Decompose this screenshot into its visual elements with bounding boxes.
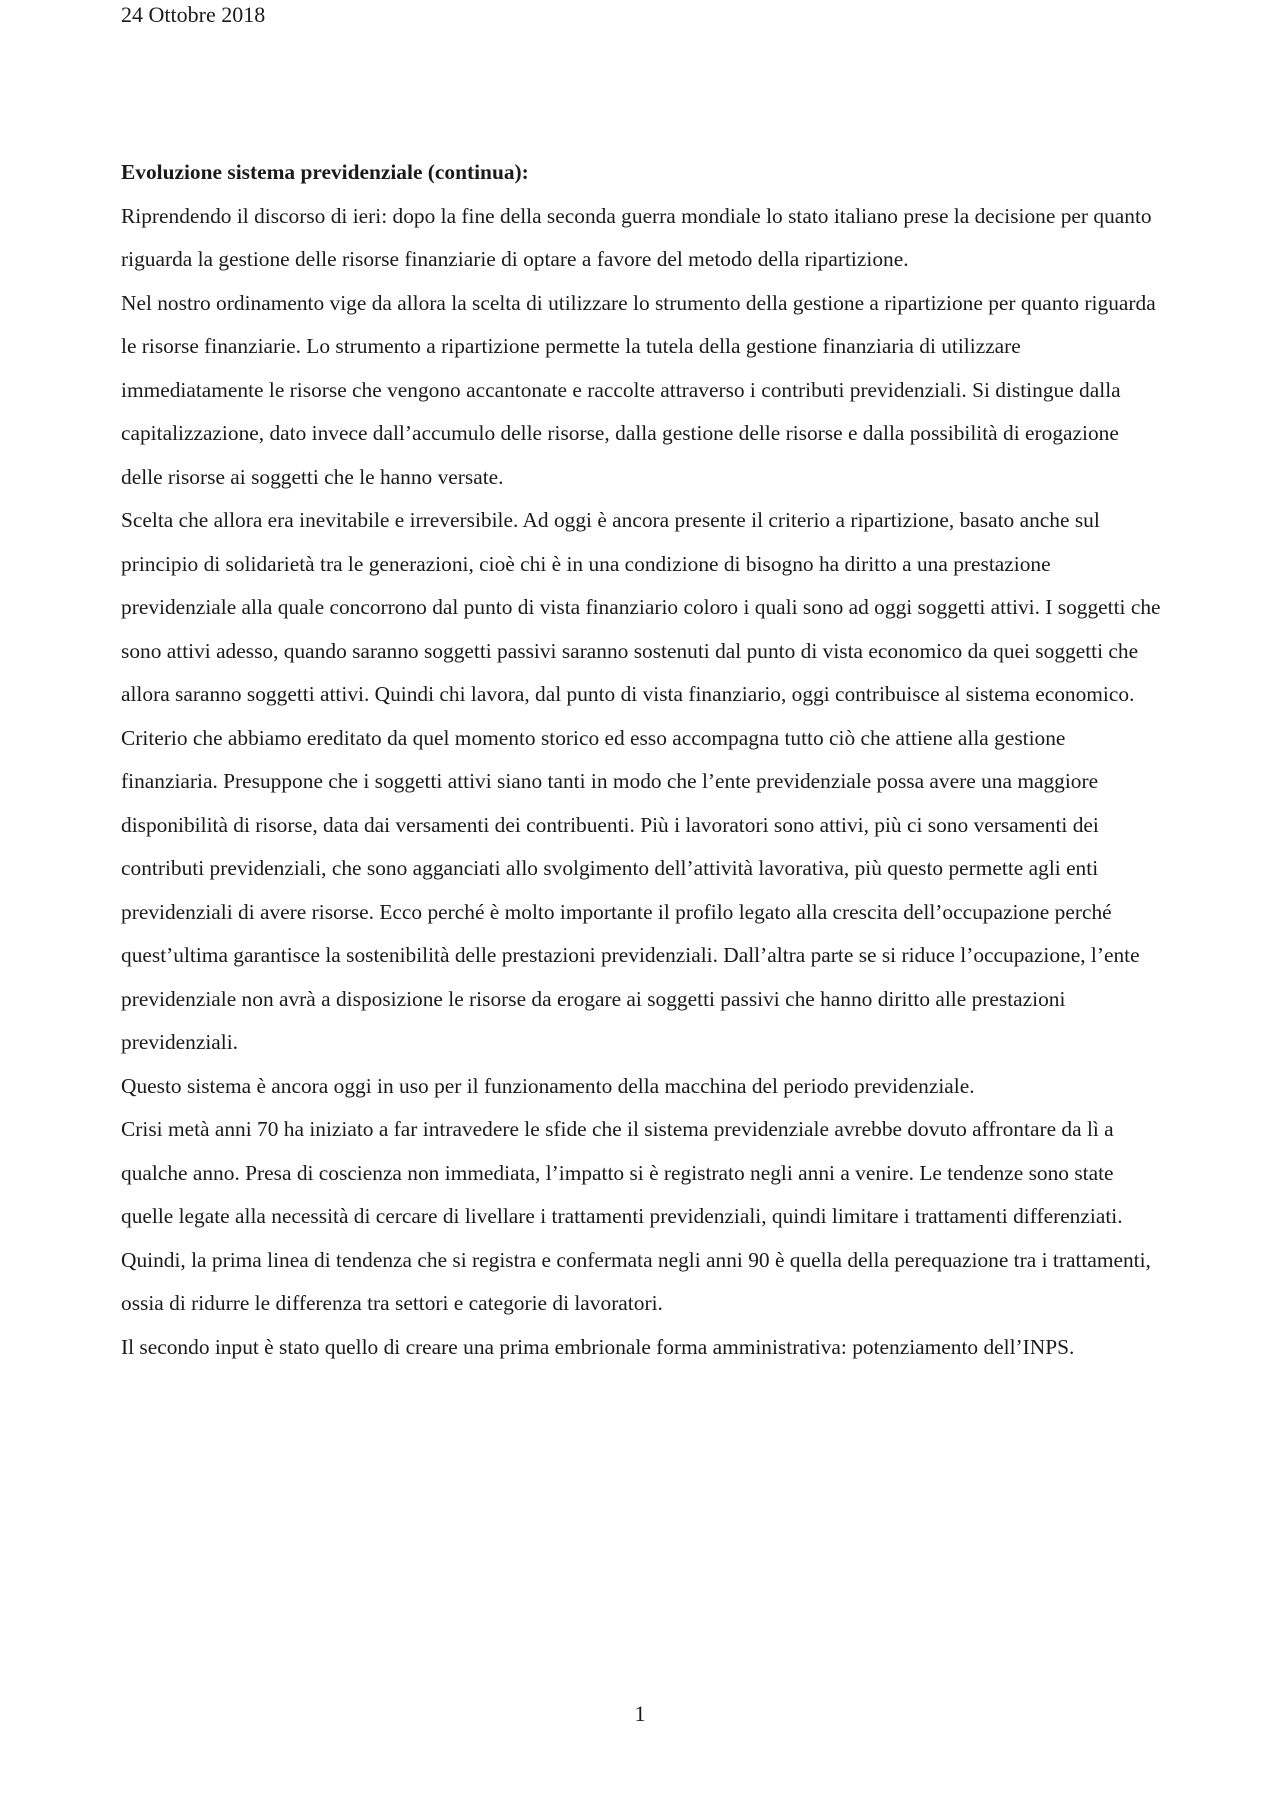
paragraph: Criterio che abbiamo ereditato da quel momento storico ed esso accompagna tutto ciò che attiene alla gestione finanziaria. Presuppone che i soggetti attivi siano tanti in modo che l’ente previdenziale possa avere una maggiore disponibilità di risorse, data dai versamenti dei contribuenti. Più i lavoratori sono attivi, più ci sono versamenti dei contributi previdenziali, che sono agganciati allo svolgimento dell’attività lavorativa, più questo permette agli enti previdenziali di avere risorse. Ecco perché è molto importante il profilo legato alla crescita dell’occupazione perché quest’ultima garantisce la sostenibilità delle prestazioni previdenziali. Dall’altra parte se si riduce l’occupazione, l’ente previdenziale non avrà a disposizione le risorse da erogare ai soggetti passivi che hanno diritto alle prestazioni previdenziali. <box>121 725 1140 1054</box>
paragraph: Il secondo input è stato quello di creare una prima embrionale forma amministrativa: potenziamento dell’INPS. <box>121 1334 1075 1359</box>
paragraph: Nel nostro ordinamento vige da allora la scelta di utilizzare lo strumento della gestione a ripartizione per quanto riguarda le risorse finanziarie. Lo strumento a ripartizione permette la tutela della gestione finanziaria di utilizzare immediatamente le risorse che vengono accantonate e raccolte attraverso i contributi previdenziali. Si distingue dalla capitalizzazione, dato invece dall’accumulo delle risorse, dalla gestione delle risorse e dalla possibilità di erogazione delle risorse ai soggetti che le hanno versate. <box>121 290 1156 489</box>
section-title: Evoluzione sistema previdenziale (continua): <box>121 160 529 184</box>
document-body <box>121 151 1161 1369</box>
page-number: 1 <box>634 1701 646 1726</box>
paragraph: Scelta che allora era inevitabile e irreversibile. Ad oggi è ancora presente il criterio a ripartizione, basato anche sul principio di solidarietà tra le generazioni, cioè chi è in una condizione di bisogno ha diritto a una prestazione previdenziale alla quale concorrono dal punto di vista finanziario coloro i quali sono ad oggi soggetti attivi. I soggetti che sono attivi adesso, quando saranno soggetti passivi saranno sostenuti dal punto di vista economico da quei soggetti che allora saranno soggetti attivi. Quindi chi lavora, dal punto di vista finanziario, oggi contribuisce al sistema economico. <box>121 508 1161 706</box>
paragraph: Quindi, la prima linea di tendenza che si registra e confermata negli anni 90 è quella della perequazione tra i trattamenti, ossia di ridurre le differenza tra settori e categorie di lavoratori. <box>121 1247 1151 1315</box>
paragraph: Crisi metà anni 70 ha iniziato a far intravedere le sfide che il sistema previdenziale avrebbe dovuto affrontare da lì a qualche anno. Presa di coscienza non immediata, l’impatto si è registrato negli anni a venire. Le tendenze sono state quelle legate alla necessità di cercare di livellare i trattamenti previdenziali, quindi limitare i trattamenti differenziati. <box>121 1117 1123 1228</box>
paragraph: Questo sistema è ancora oggi in uso per il funzionamento della macchina del periodo previdenziale. <box>121 1073 975 1098</box>
paragraph: Riprendendo il discorso di ieri: dopo la fine della seconda guerra mondiale lo stato italiano prese la decisione per quanto riguarda la gestione delle risorse finanziarie di optare a favore del metodo della ripartizione. <box>121 203 1152 271</box>
document-date: 24 Ottobre 2018 <box>121 2 266 27</box>
